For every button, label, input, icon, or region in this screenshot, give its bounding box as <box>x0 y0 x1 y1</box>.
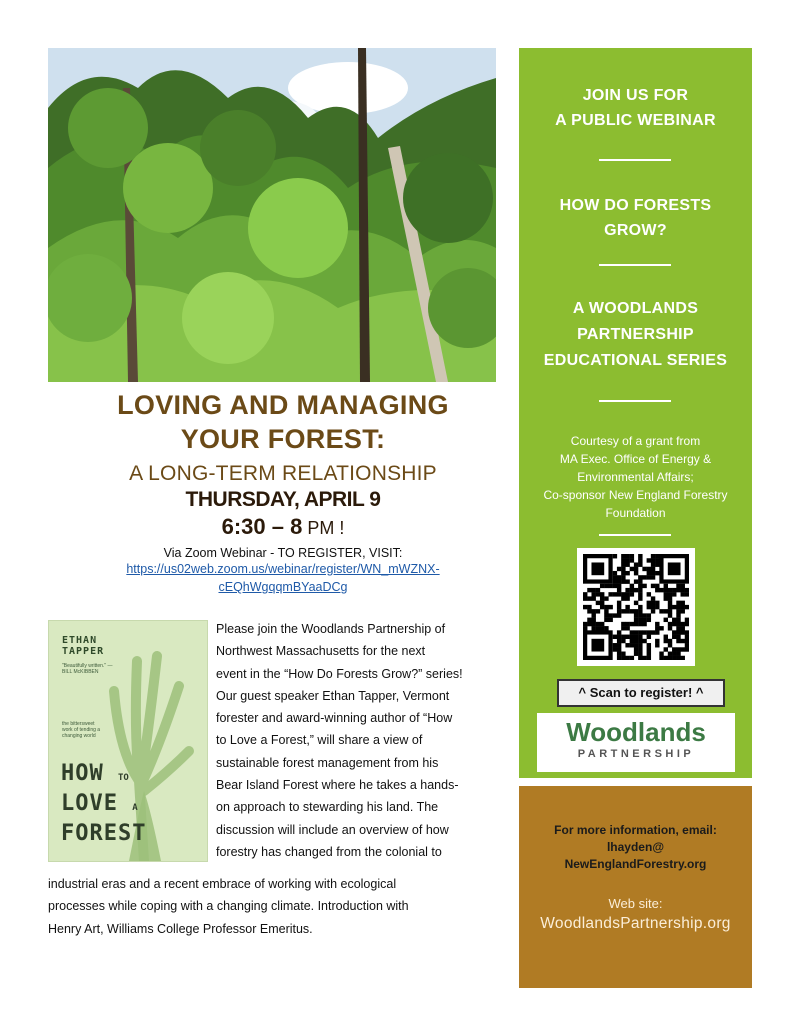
description-line: forester and award-winning author of “How <box>216 711 453 726</box>
registration-instruction: Via Zoom Webinar - TO REGISTER, VISIT: <box>163 546 403 560</box>
website-link[interactable]: WoodlandsPartnership.org <box>540 915 731 932</box>
description-line: Please join the Woodlands Partnership of <box>216 622 446 636</box>
sidebar-divider <box>599 400 671 402</box>
registration-qr-code[interactable] <box>577 548 695 666</box>
book-blurb: "Beautifully written." —BILL McKIBBEN <box>62 663 113 675</box>
sidebar-webinar-info <box>519 48 752 778</box>
book-title-word3: FOREST <box>61 821 147 846</box>
description-line: forestry has changed from the colonial to <box>216 844 442 859</box>
qr-code-icon <box>583 554 689 660</box>
sidebar-divider <box>599 264 671 266</box>
description-line: Northwest Massachusetts for the next <box>216 644 426 659</box>
series-line2: GROW? <box>604 222 667 239</box>
website-label: Web site: <box>608 896 663 911</box>
contact-label: For more information, email: <box>554 823 717 837</box>
event-time-suffix: PM ! <box>302 518 345 538</box>
sidebar-join-heading <box>519 83 752 133</box>
registration-link-line2[interactable]: cEQhWgqqmBYaaDCg <box>218 580 348 594</box>
sidebar-series-heading <box>519 193 752 243</box>
description-line: Henry Art, Williams College Professor Emeritus. <box>48 921 313 936</box>
event-headline <box>48 388 518 596</box>
event-description-continued <box>48 873 520 940</box>
description-line: on approach to stewarding his land. The <box>216 800 439 815</box>
book-title-small2: A <box>132 803 138 813</box>
logo-wordmark: Woodlands <box>566 717 706 747</box>
partner-line3: EDUCATIONAL SERIES <box>543 352 728 369</box>
description-line: industrial eras and a recent embrace of working with ecological <box>48 877 397 891</box>
join-line2: A PUBLIC WEBINAR <box>555 112 716 129</box>
contact-info-box <box>519 786 752 988</box>
book-title-word1: HOW <box>61 761 104 786</box>
book-author-first: ETHAN <box>62 635 98 646</box>
join-line1: JOIN US FOR <box>582 87 689 104</box>
description-line: Our guest speaker Ethan Tapper, Vermont <box>216 688 450 703</box>
sidebar-divider <box>599 159 671 161</box>
contact-email-line2[interactable]: NewEnglandForestry.org <box>564 857 707 871</box>
book-cover <box>48 620 208 862</box>
book-title-small1: TO <box>118 773 129 783</box>
book-tagline: the bittersweet work of tending a changing world <box>62 721 101 739</box>
partner-line1: A WOODLANDS <box>572 300 699 317</box>
hero-forest-photo <box>48 48 496 382</box>
courtesy-line: Co-sponsor New England Forestry <box>543 488 728 502</box>
event-description <box>216 618 520 863</box>
description-line: Bear Island Forest where he takes a hands- <box>216 778 459 793</box>
registration-link-line1[interactable]: https://us02web.zoom.us/webinar/register/WN_mWZNX- <box>126 562 440 576</box>
event-subtitle: A LONG-TERM RELATIONSHIP <box>129 462 437 485</box>
sidebar-divider <box>599 534 671 536</box>
courtesy-line: Foundation <box>605 506 666 520</box>
description-line: event in the “How Do Forests Grow?” series! <box>216 666 463 681</box>
courtesy-line: Courtesy of a grant from <box>570 434 701 448</box>
logo-subtitle: PARTNERSHIP <box>577 748 695 760</box>
book-author <box>62 635 104 657</box>
description-line: discussion will include an overview of how <box>216 822 449 837</box>
series-line1: HOW DO FORESTS <box>559 197 712 214</box>
contact-email-line1[interactable]: lhayden@ <box>606 840 665 854</box>
sidebar-partnership-heading <box>519 296 752 374</box>
event-time <box>48 514 518 540</box>
courtesy-line: MA Exec. Office of Energy & <box>559 452 712 466</box>
event-date: THURSDAY, APRIL 9 <box>185 488 381 511</box>
partner-line2: PARTNERSHIP <box>577 326 694 343</box>
book-author-last: TAPPER <box>62 646 105 657</box>
sidebar-courtesy <box>519 432 752 522</box>
forest-illustration <box>48 48 496 382</box>
description-line: processes while coping with a changing climate. Introduction with <box>48 899 409 914</box>
description-line: to Love a Forest,” will share a view of <box>216 733 423 748</box>
book-title <box>61 761 146 847</box>
description-line: sustainable forest management from his <box>216 755 439 770</box>
book-title-word2: LOVE <box>61 791 118 816</box>
woodlands-partnership-logo <box>537 713 735 772</box>
event-title-line2: YOUR FOREST: <box>180 424 386 454</box>
scan-to-register-label: ^ Scan to register! ^ <box>557 679 725 707</box>
courtesy-line: Environmental Affairs; <box>577 470 694 484</box>
event-title-line1: LOVING AND MANAGING <box>117 390 449 420</box>
event-time-range: 6:30 – 8 <box>221 514 303 539</box>
